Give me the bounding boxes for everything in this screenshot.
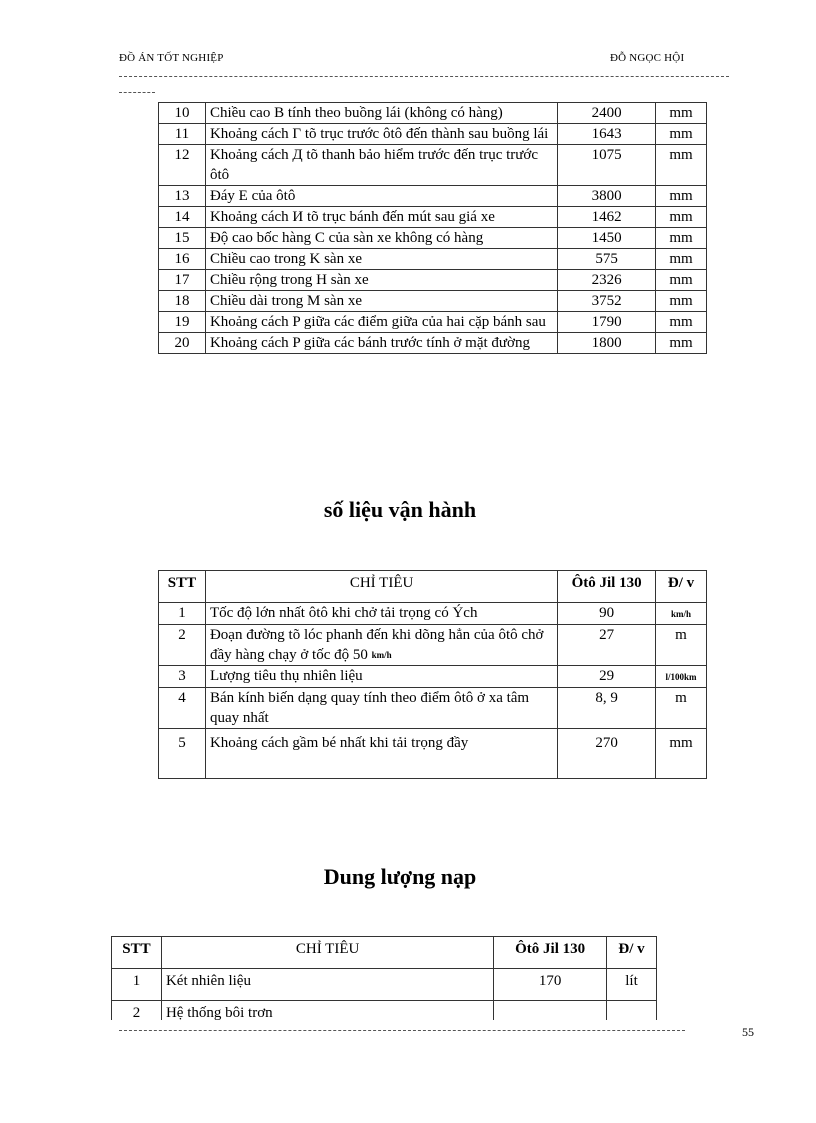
capacity-table-clip	[111, 936, 659, 1020]
table-row	[112, 1001, 657, 1021]
row-unit: mm	[656, 249, 707, 270]
row-value: 3800	[558, 186, 656, 207]
table-header-row	[159, 571, 707, 603]
row-description: Khoảng cách P giữa các điểm giữa của hai cặp bánh sau	[205, 312, 557, 333]
row-unit: mm	[656, 270, 707, 291]
header-vehicle: Ôtô Jil 130	[558, 571, 656, 603]
row-description: Khoảng cách Д tõ thanh bảo hiểm trước đến trục trước ôtô	[205, 145, 557, 186]
row-unit: mm	[656, 145, 707, 186]
row-unit	[607, 1001, 657, 1021]
table-row	[159, 186, 707, 207]
row-description: Độ cao bốc hàng C của sàn xe không có hàng	[205, 228, 557, 249]
header-criteria: CHỈ TIÊU	[161, 937, 493, 969]
row-unit: m	[656, 687, 707, 728]
row-description: Chiều rộng trong H sàn xe	[205, 270, 557, 291]
table-row	[159, 624, 707, 666]
footer-divider	[119, 1030, 685, 1031]
row-description-text: Đoạn đường tõ lóc phanh đến khi dõng hẳn của ôtô chở đầy hàng chạy ở tốc độ 50	[209, 626, 544, 663]
row-unit: mm	[656, 124, 707, 145]
page-number: 55	[742, 1025, 754, 1039]
row-description: Đáy E của ôtô	[205, 186, 557, 207]
table-row	[159, 291, 707, 312]
unit-fraction: km/h	[671, 608, 692, 619]
row-value: 1790	[558, 312, 656, 333]
row-value: 170	[494, 969, 607, 1001]
row-description: Khoảng cách P giữa các bánh trước tính ở mặt đường	[205, 333, 557, 354]
row-number: 18	[159, 291, 206, 312]
table-row	[159, 603, 707, 625]
row-unit	[656, 603, 707, 625]
row-number: 1	[112, 969, 162, 1001]
row-unit: lít	[607, 969, 657, 1001]
row-unit	[656, 666, 707, 688]
table-row	[159, 666, 707, 688]
row-description: Két nhiên liệu	[161, 969, 493, 1001]
table-row	[159, 687, 707, 728]
table-row	[159, 124, 707, 145]
row-unit: mm	[656, 312, 707, 333]
row-unit: mm	[656, 291, 707, 312]
table-row	[159, 333, 707, 354]
row-unit: m	[656, 624, 707, 666]
unit-fraction: l/100km	[665, 671, 697, 682]
row-number: 2	[159, 624, 206, 666]
row-value: 1800	[558, 333, 656, 354]
row-description: Chiều cao B tính theo buồng lái (không có hàng)	[205, 103, 557, 124]
row-number: 3	[159, 666, 206, 688]
row-description: Khoảng cách И tõ trục bánh đến mút sau giá xe	[205, 207, 557, 228]
row-value: 29	[558, 666, 656, 688]
row-value: 1643	[558, 124, 656, 145]
row-number: 15	[159, 228, 206, 249]
row-description: Hệ thống bôi trơn	[161, 1001, 493, 1021]
row-value: 1462	[558, 207, 656, 228]
row-value: 270	[558, 728, 656, 778]
row-description: Khoảng cách gầm bé nhất khi tải trọng đầy	[205, 728, 557, 778]
header-stt: STT	[112, 937, 162, 969]
row-description: Khoảng cách Г tõ trục trước ôtô đến thành sau buồng lái	[205, 124, 557, 145]
row-number: 1	[159, 603, 206, 625]
row-value	[494, 1001, 607, 1021]
header-vehicle: Ôtô Jil 130	[494, 937, 607, 969]
row-description: Chiều dài trong M sàn xe	[205, 291, 557, 312]
section-title-operation: số liệu vận hành	[323, 497, 477, 522]
row-value: 27	[558, 624, 656, 666]
row-unit: mm	[656, 333, 707, 354]
header-unit: Đ/ v	[656, 571, 707, 603]
operation-table	[158, 570, 707, 779]
table-row	[159, 249, 707, 270]
row-description: Chiều cao trong K sàn xe	[205, 249, 557, 270]
row-unit: mm	[656, 103, 707, 124]
row-description: Lượng tiêu thụ nhiên liệu	[205, 666, 557, 688]
row-value: 1450	[558, 228, 656, 249]
table-row	[159, 270, 707, 291]
header-unit: Đ/ v	[607, 937, 657, 969]
table-header-row	[112, 937, 657, 969]
row-number: 4	[159, 687, 206, 728]
row-value: 8, 9	[558, 687, 656, 728]
row-number: 20	[159, 333, 206, 354]
row-unit: mm	[656, 228, 707, 249]
row-unit: mm	[656, 186, 707, 207]
table-row	[112, 969, 657, 1001]
header-left: ĐỒ ÁN TỐT NGHIỆP	[119, 52, 224, 64]
row-number: 19	[159, 312, 206, 333]
dimensions-table	[158, 102, 707, 354]
header-criteria: CHỈ TIÊU	[205, 571, 557, 603]
row-number: 16	[159, 249, 206, 270]
table-row	[159, 103, 707, 124]
capacity-table	[111, 936, 657, 1020]
section-title-capacity: Dung lượng nạp	[323, 864, 477, 889]
row-number: 13	[159, 186, 206, 207]
row-number: 12	[159, 145, 206, 186]
row-description	[205, 624, 557, 666]
table-row	[159, 228, 707, 249]
row-number: 10	[159, 103, 206, 124]
row-description: Bán kính biến dạng quay tính theo điểm ôtô ở xa tâm quay nhất	[205, 687, 557, 728]
row-number: 11	[159, 124, 206, 145]
row-value: 2326	[558, 270, 656, 291]
row-value: 575	[558, 249, 656, 270]
table-row	[159, 312, 707, 333]
row-unit: mm	[656, 728, 707, 778]
row-number: 5	[159, 728, 206, 778]
header-stt: STT	[159, 571, 206, 603]
row-value: 2400	[558, 103, 656, 124]
table-row	[159, 145, 707, 186]
inline-unit-fraction: km/h	[371, 650, 392, 661]
row-value: 90	[558, 603, 656, 625]
table-row	[159, 728, 707, 778]
row-unit: mm	[656, 207, 707, 228]
row-value: 3752	[558, 291, 656, 312]
header-right: ĐỖ NGỌC HỘI	[610, 52, 685, 64]
header-divider	[119, 76, 729, 77]
row-number: 17	[159, 270, 206, 291]
row-description: Tốc độ lớn nhất ôtô khi chở tải trọng có Ých	[205, 603, 557, 625]
table-row	[159, 207, 707, 228]
header-divider-short	[119, 92, 155, 93]
row-number: 14	[159, 207, 206, 228]
row-number: 2	[112, 1001, 162, 1021]
row-value: 1075	[558, 145, 656, 186]
